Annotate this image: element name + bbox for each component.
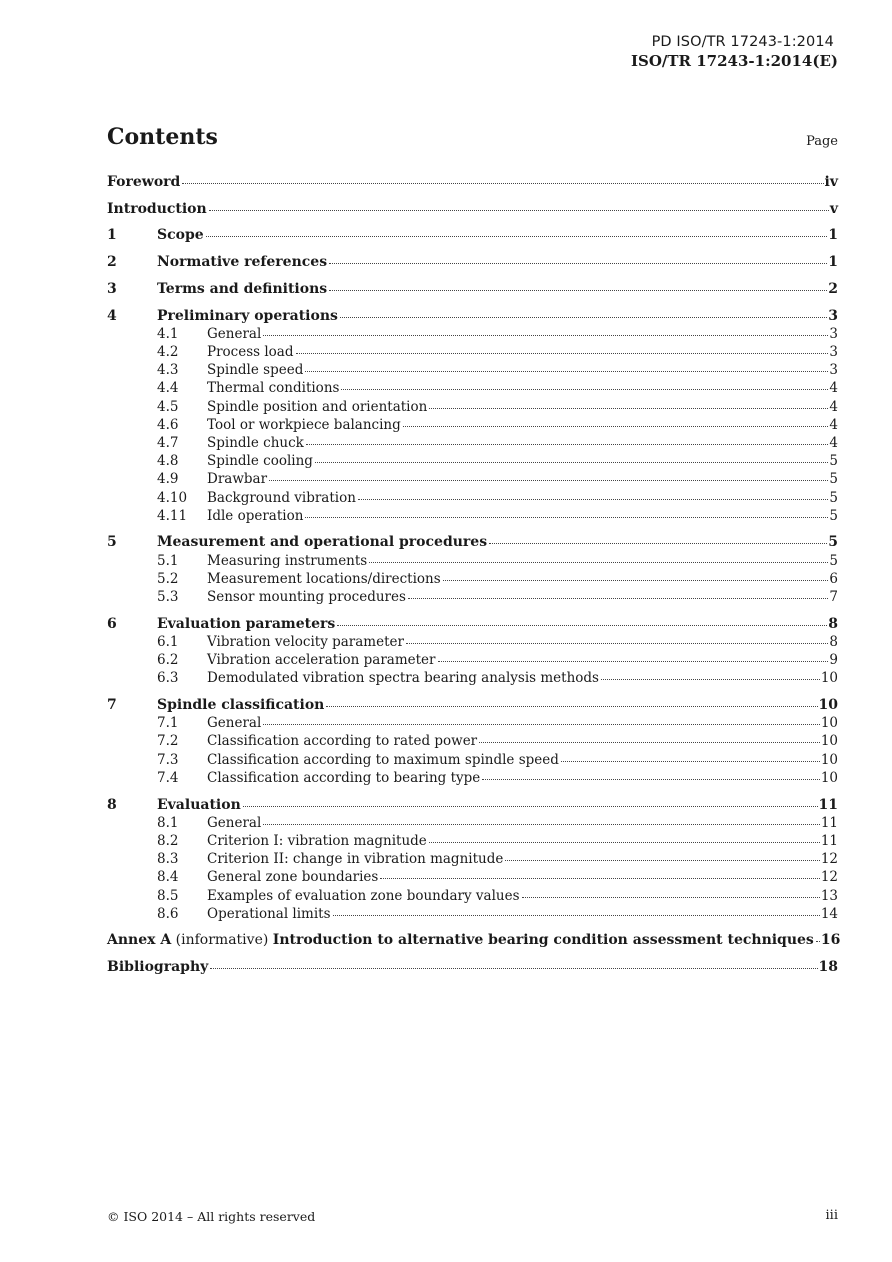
toc-entry-page: 11 xyxy=(818,796,838,813)
toc-entry-title: Terms and definitions xyxy=(157,280,328,297)
toc-dot-leader xyxy=(333,914,820,916)
toc-entry-title: Spindle speed xyxy=(207,362,304,379)
toc-entry-title: Measuring instruments xyxy=(207,552,368,569)
toc-dot-leader xyxy=(522,896,820,898)
toc-entry[interactable] xyxy=(107,201,838,221)
toc-dot-leader xyxy=(403,425,829,427)
toc-entry-number: 5.1 xyxy=(157,552,179,569)
toc-dot-leader xyxy=(341,388,828,390)
toc-entry-title: Tool or workpiece balancing xyxy=(207,416,401,433)
copyright-notice: © ISO 2014 – All rights reserved xyxy=(107,1209,316,1224)
toc-entry-page: 12 xyxy=(820,851,838,868)
toc-entry-title: Classification according to rated power xyxy=(207,733,478,750)
toc-dot-leader xyxy=(479,741,820,743)
toc-entry[interactable] xyxy=(107,281,838,301)
toc-dot-leader xyxy=(337,624,827,626)
toc-dot-leader xyxy=(380,877,819,879)
toc-entry[interactable] xyxy=(107,435,838,455)
toc-entry[interactable] xyxy=(107,906,838,926)
toc-entry[interactable] xyxy=(107,770,838,790)
toc-entry-number: 7 xyxy=(107,697,117,713)
toc-entry-page: 14 xyxy=(820,905,838,922)
toc-dot-leader xyxy=(408,597,829,599)
toc-dot-leader xyxy=(329,262,827,264)
toc-entry-number: 4.7 xyxy=(157,434,179,451)
toc-entry-number: 6.3 xyxy=(157,670,179,687)
toc-entry-title: Spindle classification xyxy=(157,697,325,713)
toc-entry-title: General zone boundaries xyxy=(207,869,379,886)
toc-dot-leader xyxy=(315,461,828,463)
toc-entry-title: Criterion II: change in vibration magnitude xyxy=(207,851,504,868)
toc-entry-title: Classification according to maximum spindle speed xyxy=(207,751,559,768)
toc-dot-leader xyxy=(263,334,828,336)
toc-entry-title: Scope xyxy=(157,227,204,244)
toc-entry-page: 3 xyxy=(828,307,838,324)
toc-entry-number: 4.6 xyxy=(157,416,179,433)
toc-entry-title: Bibliography xyxy=(107,959,209,976)
toc-entry-page: 10 xyxy=(820,733,838,750)
toc-dot-leader xyxy=(429,841,820,843)
toc-entry[interactable] xyxy=(107,752,838,772)
toc-dot-leader xyxy=(326,705,817,707)
toc-entry-number: 4.5 xyxy=(157,398,179,415)
toc-entry-number: 8 xyxy=(107,796,117,813)
toc-dot-leader xyxy=(816,940,820,942)
toc-entry[interactable] xyxy=(107,417,838,437)
toc-entry-page: 3 xyxy=(829,362,838,379)
toc-entry[interactable] xyxy=(107,932,841,952)
toc-dot-leader xyxy=(358,498,828,500)
toc-entry-page: 5 xyxy=(829,471,838,488)
toc-entry-page: 2 xyxy=(828,280,838,297)
toc-entry[interactable] xyxy=(107,174,838,194)
toc-entry[interactable] xyxy=(107,254,838,274)
toc-entry-number: 2 xyxy=(107,254,117,271)
toc-entry[interactable] xyxy=(107,670,838,690)
toc-dot-leader xyxy=(210,967,817,969)
toc-entry[interactable] xyxy=(107,453,838,473)
toc-dot-leader xyxy=(601,678,820,680)
toc-entry[interactable] xyxy=(107,733,838,753)
toc-entry-page: v xyxy=(829,200,838,217)
toc-entry-number: 6 xyxy=(107,615,117,632)
toc-entry-page: 11 xyxy=(820,832,838,849)
toc-entry[interactable] xyxy=(107,589,838,609)
toc-entry-page: 4 xyxy=(829,380,838,397)
toc-entry-number: 7.4 xyxy=(157,769,179,786)
toc-entry[interactable] xyxy=(107,308,838,328)
toc-dot-leader xyxy=(209,209,829,211)
toc-dot-leader xyxy=(561,760,820,762)
toc-dot-leader xyxy=(269,479,828,481)
toc-entry[interactable] xyxy=(107,326,838,346)
toc-entry-number: 4.8 xyxy=(157,453,179,470)
toc-entry-title: Background vibration xyxy=(207,489,356,506)
toc-entry-number: 8.4 xyxy=(157,869,179,886)
toc-entry[interactable] xyxy=(107,888,838,908)
toc-entry[interactable] xyxy=(107,959,838,979)
toc-entry-page: 10 xyxy=(820,715,838,732)
toc-dot-leader xyxy=(306,443,829,445)
toc-entry-number: 4.2 xyxy=(157,343,179,360)
toc-dot-leader xyxy=(329,289,827,291)
toc-dot-leader xyxy=(406,642,828,644)
toc-entry[interactable] xyxy=(107,553,838,573)
toc-entry-number: 8.2 xyxy=(157,832,179,849)
toc-entry-title: Demodulated vibration spectra bearing analysis methods xyxy=(207,670,599,687)
toc-entry-page: 10 xyxy=(820,670,838,687)
toc-entry-number: 7.1 xyxy=(157,715,179,732)
document-code-header: PD ISO/TR 17243-1:2014 xyxy=(651,34,834,50)
toc-entry-number: 5 xyxy=(107,534,117,551)
toc-entry-title: Preliminary operations xyxy=(157,307,338,324)
toc-entry[interactable] xyxy=(107,508,838,528)
toc-entry-title: Foreword xyxy=(107,174,181,190)
toc-entry-page: 8 xyxy=(828,615,838,632)
toc-dot-leader xyxy=(263,723,820,725)
toc-dot-leader xyxy=(305,370,828,372)
toc-entry-page: 11 xyxy=(820,814,838,831)
toc-entry-number: 4.1 xyxy=(157,325,179,342)
toc-entry-number: 7.2 xyxy=(157,733,179,750)
toc-entry[interactable] xyxy=(107,652,838,672)
toc-entry-number: 6.1 xyxy=(157,633,179,650)
toc-entry-title: Normative references xyxy=(157,254,328,271)
toc-entry-title: Thermal conditions xyxy=(207,380,340,397)
toc-dot-leader xyxy=(482,778,820,780)
toc-entry-number: 4.11 xyxy=(157,507,188,524)
toc-entry-title: Examples of evaluation zone boundary values xyxy=(207,887,520,904)
toc-entry-title: Spindle chuck xyxy=(207,434,304,451)
toc-entry-page: 13 xyxy=(820,887,838,904)
toc-dot-leader xyxy=(489,542,827,544)
toc-entry[interactable] xyxy=(107,833,838,853)
toc-entry-page: 10 xyxy=(818,697,838,713)
toc-entry-page: 3 xyxy=(829,325,838,342)
toc-entry-page: 4 xyxy=(829,416,838,433)
toc-entry-number: 4 xyxy=(107,307,117,324)
toc-entry-page: 7 xyxy=(829,589,838,605)
toc-entry[interactable] xyxy=(107,571,838,591)
toc-entry-number: 5.3 xyxy=(157,589,179,605)
toc-dot-leader xyxy=(296,352,829,354)
toc-entry-title: Annex A (informative) Introduction to alternative bearing condition assessment techniques xyxy=(107,932,814,949)
toc-entry-number: 8.1 xyxy=(157,814,179,831)
toc-entry-page: iv xyxy=(824,174,838,190)
toc-dot-leader xyxy=(369,561,828,563)
toc-entry-title: Vibration velocity parameter xyxy=(207,633,404,650)
toc-entry[interactable] xyxy=(107,715,838,735)
document-code-header-bold: ISO/TR 17243-1:2014(E) xyxy=(630,52,838,70)
toc-dot-leader xyxy=(263,823,820,825)
toc-entry-number: 8.3 xyxy=(157,851,179,868)
toc-entry[interactable] xyxy=(107,697,838,717)
toc-entry-number: 3 xyxy=(107,280,117,297)
toc-entry[interactable] xyxy=(107,362,838,382)
toc-entry-title: Measurement locations/directions xyxy=(207,570,441,587)
toc-entry-page: 18 xyxy=(818,959,838,976)
toc-entry[interactable] xyxy=(107,534,838,554)
toc-entry-number: 8.5 xyxy=(157,887,179,904)
toc-entry-page: 10 xyxy=(820,769,838,786)
toc-entry-page: 5 xyxy=(829,552,838,569)
toc-entry-page: 3 xyxy=(829,343,838,360)
toc-dot-leader xyxy=(340,316,827,318)
toc-entry-title: General xyxy=(207,325,262,342)
toc-entry-title: General xyxy=(207,715,262,732)
toc-entry-page: 5 xyxy=(829,453,838,470)
toc-entry-title: Drawbar xyxy=(207,471,268,488)
toc-entry-page: 12 xyxy=(820,869,838,886)
toc-entry-title: Classification according to bearing type xyxy=(207,769,481,786)
toc-dot-leader xyxy=(182,182,823,184)
toc-entry-number: 4.9 xyxy=(157,471,179,488)
toc-entry-page: 4 xyxy=(829,398,838,415)
toc-entry-title: Evaluation parameters xyxy=(157,615,336,632)
toc-entry-page: 5 xyxy=(829,489,838,506)
toc-dot-leader xyxy=(438,660,829,662)
toc-entry[interactable] xyxy=(107,851,838,871)
toc-entry-page: 16 xyxy=(820,932,841,949)
toc-entry-title: General xyxy=(207,814,262,831)
toc-entry-number: 4.3 xyxy=(157,362,179,379)
toc-dot-leader xyxy=(206,235,828,237)
toc-dot-leader xyxy=(505,859,819,861)
toc-dot-leader xyxy=(305,516,828,518)
toc-dot-leader xyxy=(443,579,829,581)
toc-entry-title: Introduction xyxy=(107,200,207,217)
toc-entry-page: 5 xyxy=(829,507,838,524)
toc-entry-number: 4.10 xyxy=(157,489,188,506)
toc-entry-page: 4 xyxy=(829,434,838,451)
toc-entry-number: 8.6 xyxy=(157,905,179,922)
toc-entry-number: 6.2 xyxy=(157,652,179,669)
toc-entry[interactable] xyxy=(107,380,838,400)
toc-entry-title: Vibration acceleration parameter xyxy=(207,652,436,669)
toc-entry-number: 7.3 xyxy=(157,751,179,768)
toc-entry-page: 6 xyxy=(829,570,838,587)
toc-entry-page: 8 xyxy=(829,633,838,650)
toc-entry[interactable] xyxy=(107,344,838,364)
toc-entry[interactable] xyxy=(107,227,838,247)
toc-entry[interactable] xyxy=(107,634,838,654)
page-column-label: Page xyxy=(806,134,838,149)
toc-entry-number: 4.4 xyxy=(157,380,179,397)
toc-entry-title: Sensor mounting procedures xyxy=(207,589,406,605)
toc-entry[interactable] xyxy=(107,797,838,817)
toc-dot-leader xyxy=(429,407,828,409)
toc-entry-page: 5 xyxy=(828,534,838,551)
toc-entry-title: Operational limits xyxy=(207,905,331,922)
toc-entry-page: 1 xyxy=(828,254,838,271)
toc-entry-page: 9 xyxy=(829,652,838,669)
toc-dot-leader xyxy=(243,805,818,807)
toc-entry[interactable] xyxy=(107,490,838,510)
toc-entry[interactable] xyxy=(107,399,838,419)
toc-entry-page: 10 xyxy=(820,751,838,768)
toc-entry[interactable] xyxy=(107,869,838,889)
toc-entry-title: Process load xyxy=(207,343,294,360)
toc-entry[interactable] xyxy=(107,616,838,636)
toc-entry-title: Evaluation xyxy=(157,796,241,813)
toc-entry-title: Idle operation xyxy=(207,507,304,524)
toc-entry-title: Spindle cooling xyxy=(207,453,313,470)
toc-entry-page: 1 xyxy=(828,227,838,244)
toc-entry-title: Spindle position and orientation xyxy=(207,398,428,415)
toc-entry-title: Measurement and operational procedures xyxy=(157,534,488,551)
toc-entry-number: 1 xyxy=(107,227,117,244)
toc-entry[interactable] xyxy=(107,471,838,491)
page-number: iii xyxy=(825,1208,838,1223)
page-title: Contents xyxy=(107,124,218,150)
toc-entry[interactable] xyxy=(107,815,838,835)
toc-entry-number: 5.2 xyxy=(157,570,179,587)
toc-entry-title: Criterion I: vibration magnitude xyxy=(207,832,427,849)
